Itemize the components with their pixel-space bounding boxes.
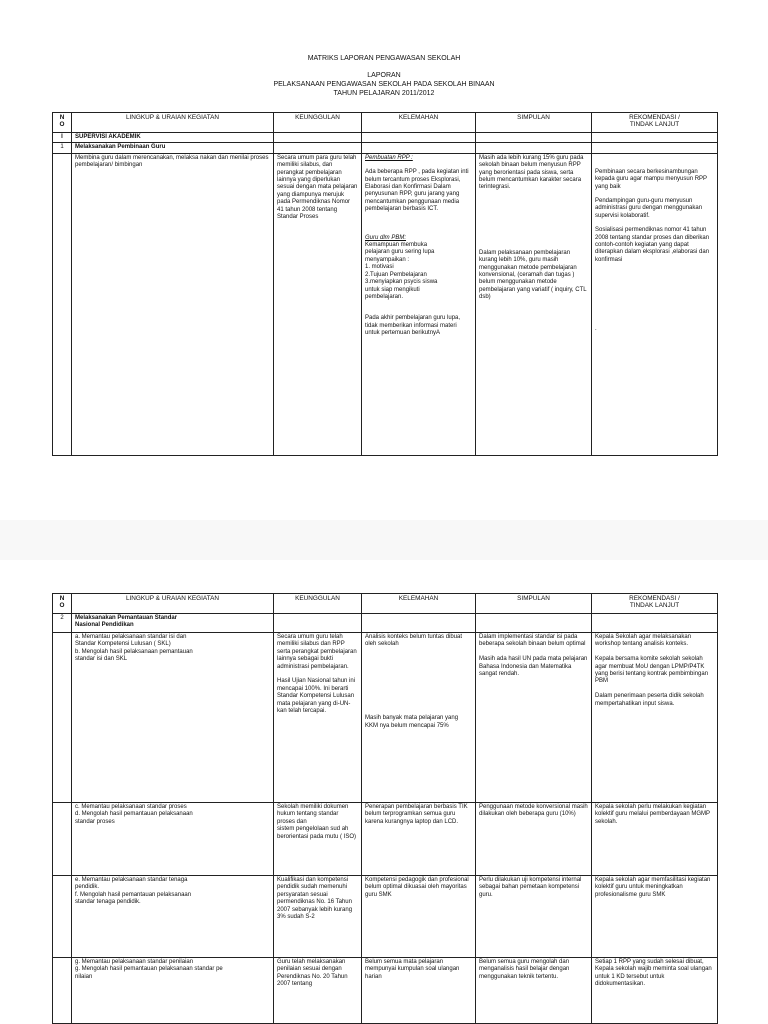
cell-keunggulan: Guru telah melaksanakan penilaian sesuai dengan Perendiknas No. 20 Tahun 2007 tentang <box>274 958 362 1024</box>
cell-keunggulan: Secara umum para guru telah memiliki silabus, dan perangkat pembelajaran lainnya yang diperlukan sesuai dengan mata pelajaran yang diampunya merujuk pada Permendiknas Nomor 41 tahun 2008 tentang Standar Proses <box>274 153 362 455</box>
report-table-1 <box>52 112 718 456</box>
cell-lingkup: e. Memantau pelaksanaan standar tenaga pendidik. f. Mengolah hasil pemantauan pelaksanaan standar tenaga pendidik. <box>72 876 274 958</box>
rekomendasi-text-3: Sosialisasi permendiknas nomor 41 tahun 2008 tentang standar proses dan diberikan contoh-contoh kegiatan yang dapat diterapkan dalam eksplorasi ,elaborasi dan konfirmasi <box>595 227 710 263</box>
simpulan-text-1: Masih ada lebih kurang 15% guru pada sekolah binaan belum menyusun RPP yang berorientasi pada siswa, serta belum mencantumkan karakter secara terintegrasi. <box>479 154 584 191</box>
cell-rekomendasi: Kepala Sekolah agar melaksanakan workshop tentang analisis konteks. Kepala bersama komite sekolah sekolah agar membuat MoU dengan LPMP/P4TK yang berisi tentang kontrak pembimbingan PBM Dalam penerimaan peserta didik sekolah mempertahatikan input siswa. <box>592 633 718 803</box>
cell-keunggulan: Secara umum guru telah memiliki silabus dan RPP serta perangkat pembelajaran lainnya sebagai bukti administrasi pembelajaran. Hasil Ujian Nasional tahun ini mencapai 100%. Ini berarti Standar Kompetensi Lulusan mata pelajaran yang di-UN-kan telah tercapai. <box>274 633 362 803</box>
cell-kelemahan <box>362 153 476 455</box>
table-row <box>53 143 718 153</box>
cell-keunggulan: Sekolah memiliki dokumen hukum tentang standar proses dan sistem pengelolaan sud ah berorientasi pada mutu ( ISO) <box>274 803 362 876</box>
col-header-kelemahan: KELEMAHAN <box>362 594 476 614</box>
table-row <box>53 958 718 1024</box>
report-subtitle: LAPORAN <box>367 72 401 79</box>
report-year: TAHUN PELAJARAN 2011/2012 <box>333 90 435 97</box>
col-header-kelemahan: KELEMAHAN <box>362 113 476 133</box>
table-row <box>53 803 718 876</box>
cell-rekomendasi <box>592 153 718 455</box>
cell-simpulan: Penggunaan metode konversional masih dilakukan oleh beberapa guru (10%) <box>476 803 592 876</box>
cell-rekomendasi: Kepala sekolah agar memfasilitasi kegiatan kolektif guru untuk meningkatkan profesionalisme guru SMK <box>592 876 718 958</box>
simpulan-text-2: Dalam pelaksanaan pembelajaran kurang lebih 10%, guru masih menggunakan metode pembelajaran konvensional, (ceramah dan tugas ) belum menggunakan metode pembelajaran yang variatif ( inquiry, CTL dsb) <box>479 249 587 301</box>
row-title: Melaksanakan Pemantauan Standar Nasional Pendidikan <box>72 614 274 633</box>
cell-rekomendasi: Kepala sekolah perlu melakukan kegiatan kolektif guru melalui pemberdayaan MGMP sekolah. <box>592 803 718 876</box>
cell-kelemahan: Analisis konteks belum tuntas dibuat oleh sekolah Masih banyak mata pelajaran yang KKM nya belum mencapai 75% <box>362 633 476 803</box>
cell-simpulan: Perlu dilakukan uji kompetensi internal sebagai bahan pemetaan kompetensi guru. <box>476 876 592 958</box>
table-row <box>53 614 718 633</box>
report-table-2 <box>52 593 718 1024</box>
kelemahan-heading-pbm: Guru dlm PBM: <box>365 234 407 241</box>
col-header-no: N O <box>53 594 72 614</box>
cell-lingkup: a. Memantau pelaksanaan standar isi dan Standar Kompetensi Lulusan ( SKL) b. Mengolah hasil pelaksanaan pemantauan standar isi dan SKL <box>72 633 274 803</box>
col-header-simpulan: SIMPULAN <box>476 594 592 614</box>
cell-rekomendasi: Setiap 1 RPP yang sudah selesai dibuat, Kepala sekolah wajib meminta soal ulangan untuk 1 KD tersebut untuk didokumentasikan. <box>592 958 718 1024</box>
col-header-simpulan: SIMPULAN <box>476 113 592 133</box>
kelemahan-heading-rpp: Pembuatan RPP : <box>365 154 413 161</box>
table-row <box>53 133 718 143</box>
col-header-lingkup: LINGKUP & URAIAN KEGIATAN <box>72 594 274 614</box>
rekomendasi-text-1: Pembinaan secara berkesinambungan kepada guru agar mampu menyusun RPP yang baik <box>595 168 707 190</box>
cell-simpulan <box>476 153 592 455</box>
section-title: SUPERVISI AKADEMIK <box>72 133 274 143</box>
table-header-row <box>53 594 718 614</box>
col-header-rekomendasi: REKOMENDASI / TINDAK LANJUT <box>592 594 718 614</box>
table-row <box>53 876 718 958</box>
col-header-keunggulan: KEUNGGULAN <box>274 113 362 133</box>
cell-simpulan: Belum semua guru mengolah dan menganalisis hasil belajar dengan menggunakan teknik tertentu. <box>476 958 592 1024</box>
report-heading: PELAKSANAAN PENGAWASAN SEKOLAH PADA SEKOLAH BINAAN <box>273 81 495 88</box>
report-title: MATRIKS LAPORAN PENGAWASAN SEKOLAH <box>307 55 461 62</box>
section-number: I <box>53 133 72 143</box>
kelemahan-text-rpp: Ada beberapa RPP , pada kegiatan inti belum tercantum proses Eksplorasi, Elaborasi dan Konfirmasi Dalam penyusunan RPP, guru jarang yang mencantumkan penggunaan media pembelajaran berbasis ICT. <box>365 169 469 213</box>
col-header-lingkup: LINGKUP & URAIAN KEGIATAN <box>72 113 274 133</box>
rekomendasi-text-2: Pendampingan guru-guru menyusun administrasi guru dengan menggunakan supervisi kolaboratif. <box>595 198 703 219</box>
cell-lingkup: c. Memantau pelaksanaan standar proses d. Mengolah hasil pemantauan pelaksanaan standar proses <box>72 803 274 876</box>
page-2 <box>0 560 768 1024</box>
cell-lingkup: g. Memantau pelaksanaan standar penilaian g. Mengolah hasil pemantauan pelaksanaan standar pe nilaian <box>72 958 274 1024</box>
kelemahan-text-akhir: Pada akhir pembelajaran guru lupa, tidak memberikan informasi materi untuk pertemuan berikutnyA <box>365 315 461 337</box>
kelemahan-text-pbm: Kemampuan membuka pelajaran guru sering lupa menyampaikan : 1. motivasi 2.Tujuan Pembelajaran 3.menyiapkan psycis siswa untuk siap mengikuti pembelajaran. <box>365 242 438 300</box>
row-title: Melaksanakan Pembinaan Guru <box>72 143 274 153</box>
cell-kelemahan: Kompetensi pedagogik dan profesional belum optimal dikuasai oleh mayoritas guru SMK <box>362 876 476 958</box>
table-header-row <box>53 113 718 133</box>
table-row <box>53 633 718 803</box>
cell-kelemahan: Penerapan pembelajaran berbasis TIK belum terprogramkan semua guru karena kurangnya laptop dan LCD. <box>362 803 476 876</box>
col-header-no: N O <box>53 113 72 133</box>
row-number: 2 <box>53 614 72 633</box>
cell-kelemahan: Belum semua mata pelajaran mempunyai kumpulan soal ulangan harian <box>362 958 476 1024</box>
table-row <box>53 153 718 455</box>
cell-keunggulan: Kualifikasi dan kompetensi pendidik sudah memenuhi persyaratan sesuai permendiknas No. 16 Tahun 2007 sebanyak lebih kurang 3% sudah S-2 <box>274 876 362 958</box>
col-header-keunggulan: KEUNGGULAN <box>274 594 362 614</box>
cell-simpulan: Dalam implementasi standar isi pada beberapa sekolah binaan belum optimal Masih ada hasil UN pada mata pelajaran Bahasa Indonesia dan Matematika sangat rendah. <box>476 633 592 803</box>
cell-lingkup: Membina guru dalam merencanakan, melaksa nakan dan menilai proses pembelajaran/ bimbingan <box>72 153 274 455</box>
rekomendasi-text-4: . <box>595 326 597 333</box>
col-header-rekomendasi: REKOMENDASI / TINDAK LANJUT <box>592 113 718 133</box>
row-number: 1 <box>53 143 72 153</box>
